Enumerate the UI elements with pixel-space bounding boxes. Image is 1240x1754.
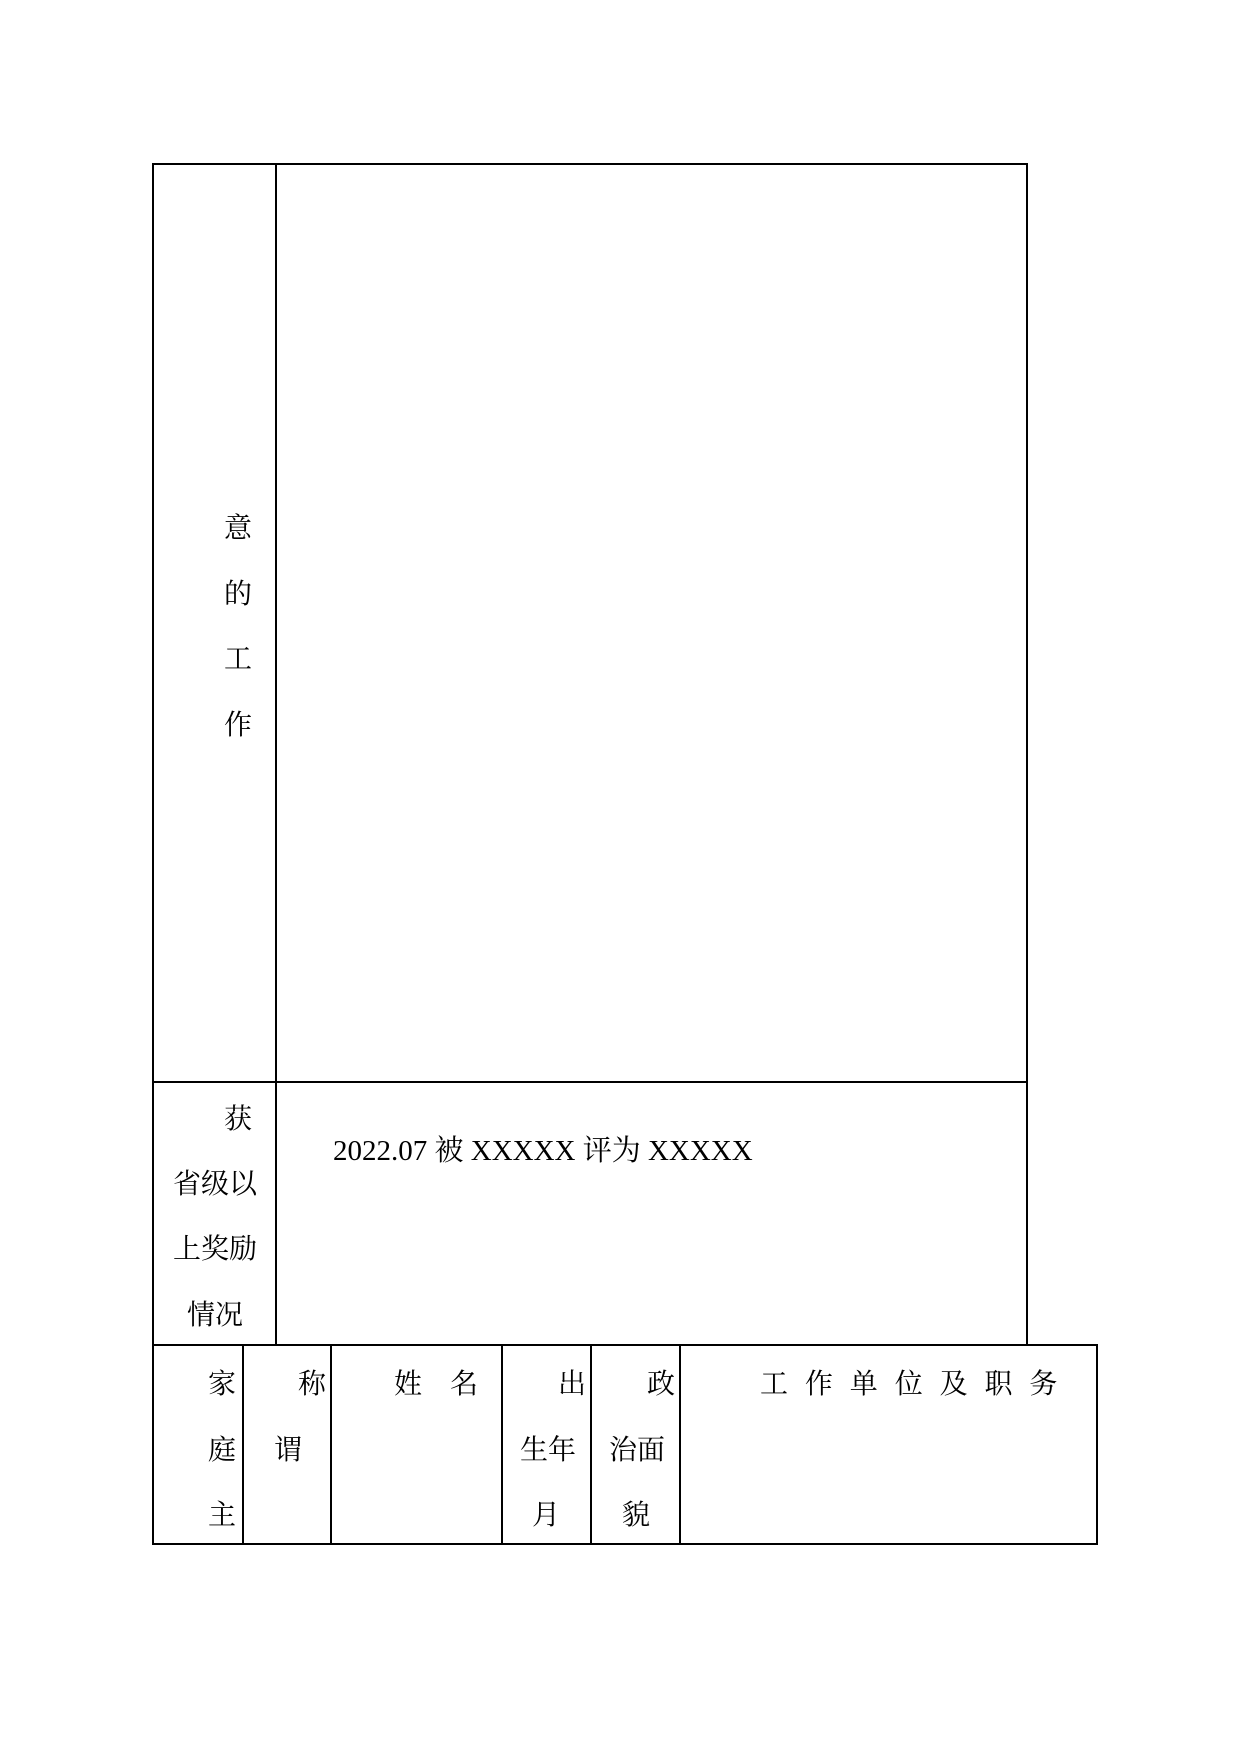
birth-header-line: 出 bbox=[557, 1367, 586, 1400]
family-title-line: 主 bbox=[207, 1498, 236, 1531]
relation-header-line: 称 bbox=[297, 1367, 326, 1400]
table-border-right bbox=[1026, 163, 1028, 1346]
relation-header-line: 谓 bbox=[273, 1433, 302, 1466]
family-title-line: 家 bbox=[207, 1367, 236, 1400]
family-title-line: 庭 bbox=[207, 1433, 236, 1466]
awards-label-line: 获 bbox=[223, 1102, 252, 1135]
family-table-border-top bbox=[152, 1344, 1098, 1346]
col-divider bbox=[501, 1344, 503, 1545]
work-label-line: 工 bbox=[223, 642, 252, 675]
birth-header-line: 月 bbox=[531, 1498, 560, 1531]
family-table-border-right bbox=[1096, 1344, 1098, 1545]
row-divider bbox=[152, 1081, 1028, 1083]
work-label-line: 的 bbox=[223, 577, 252, 610]
name-header: 姓 名 bbox=[394, 1367, 479, 1400]
political-header-line: 治面 bbox=[608, 1433, 665, 1466]
awards-label-line: 情况 bbox=[186, 1298, 243, 1331]
work-content-cell[interactable] bbox=[280, 168, 1024, 1078]
awards-label-line: 省级以 bbox=[172, 1167, 257, 1200]
political-header-line: 政 bbox=[646, 1367, 675, 1400]
work-label-line: 意 bbox=[223, 511, 252, 544]
birth-header-line: 生年 bbox=[519, 1433, 576, 1466]
table-border-left bbox=[152, 163, 154, 1545]
awards-label-line: 上奖励 bbox=[172, 1232, 257, 1265]
family-table-border-bottom bbox=[152, 1543, 1098, 1545]
political-header-line: 貌 bbox=[621, 1498, 650, 1531]
work-unit-header: 工 作 单 位 及 职 务 bbox=[760, 1367, 1062, 1400]
table-border-top bbox=[152, 163, 1028, 165]
work-label-line: 作 bbox=[223, 708, 252, 741]
awards-content[interactable]: 2022.07 被 XXXXX 评为 XXXXX bbox=[333, 1135, 753, 1167]
label-column-divider bbox=[275, 163, 277, 1346]
